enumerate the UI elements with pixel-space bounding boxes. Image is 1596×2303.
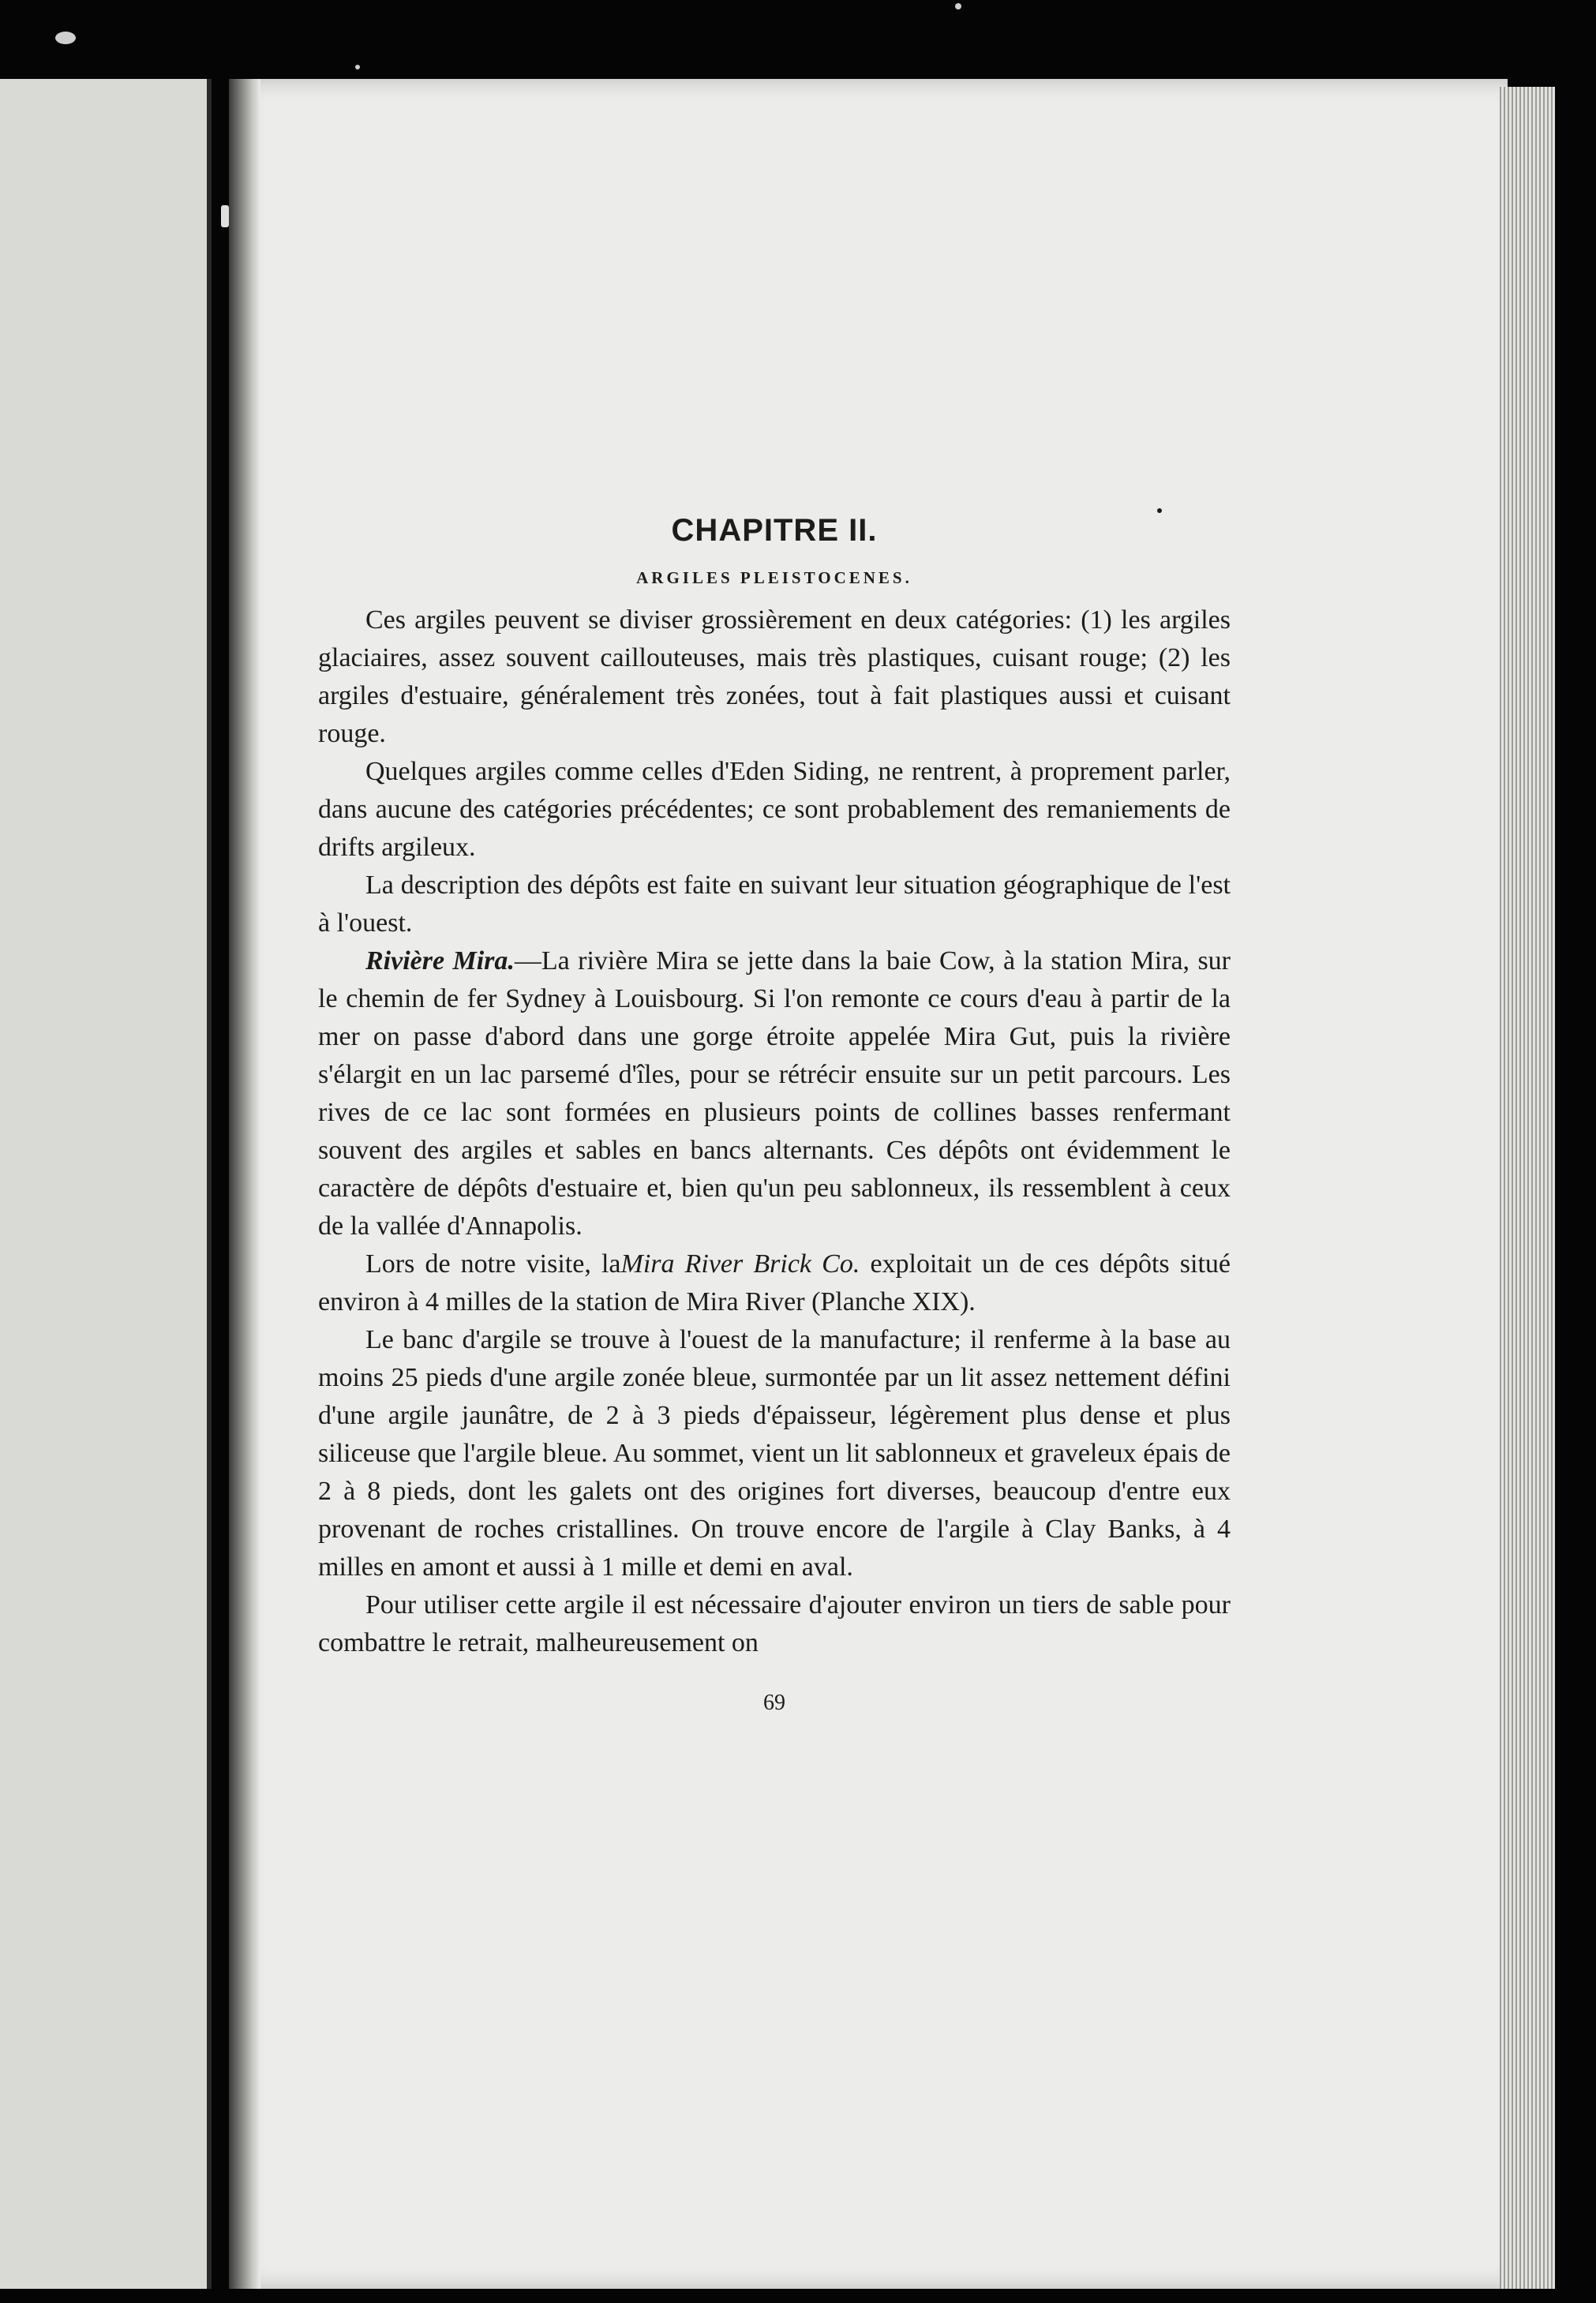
paragraph-2: Quelques argiles comme celles d'Eden Siding, ne rentrent, à proprement parler, dans aucune des catégories précédentes; ce sont probablement des remaniements de drifts argileux. xyxy=(318,757,1231,862)
scan-speck xyxy=(55,32,76,44)
paragraph-7: Pour utiliser cette argile il est nécessaire d'ajouter environ un tiers de sable pour combattre le retrait, malheureusement on xyxy=(318,1590,1231,1657)
paragraph-5 xyxy=(318,1245,1231,1321)
page-number: 69 xyxy=(763,1691,785,1715)
paragraph-5-company: Mira River Brick Co. xyxy=(620,1249,860,1279)
paragraph-3: La description des dépôts est faite en suivant leur situation géographique de l'est à l'ouest. xyxy=(318,871,1231,938)
paragraph-4-lead: Rivière Mira. xyxy=(365,946,515,975)
scan-speck xyxy=(1157,508,1162,513)
paragraph-6: Le banc d'argile se trouve à l'ouest de la manufacture; il renferme à la base au moins 25 pieds d'une argile zonée bleue, surmontée par un lit assez nettement défini d'une argile jaunâtre, de 2 à 3 pieds d'épaisseur, légèrement plus dense et plus siliceuse que l'argile bleue. Au sommet, vient un lit sablonneux et graveleux épais de 2 à 8 pieds, dont les galets ont des origines fort diverses, beaucoup d'entre eux provenant de roches cristallines. On trouve encore de l'argile à Clay Banks, à 4 milles en amont et aussi à 1 mille et demi en aval. xyxy=(318,1325,1231,1582)
page-gutter xyxy=(229,79,260,2289)
section-title: ARGILES PLEISTOCENES. xyxy=(636,568,912,587)
chapter-title: CHAPITRE II. xyxy=(671,513,878,548)
paragraph-5-body: exploitait un de ces dépôts situé environ à 4 milles de la station de Mira River (Planche XIX). xyxy=(318,1249,1231,1316)
scan-speck xyxy=(221,205,229,227)
facing-page xyxy=(0,79,212,2289)
page-text xyxy=(318,489,1231,1719)
scan-speck xyxy=(355,65,360,69)
paragraph-4-body: —La rivière Mira se jette dans la baie Cow, à la station Mira, sur le chemin de fer Sydney à Louisbourg. Si l'on remonte ce cours d'eau à partir de la mer on passe d'abord dans une gorge étroite appelée Mira Gut, puis la rivière s'élargit en un lac parsemé d'îles, pour se rétrécir ensuite sur un petit parcours. Les rives de ce lac sont formées en plusieurs points de collines basses renfermant souvent des argiles et sables en bancs alternants. Ces dépôts ont évidemment le caractère de dépôts d'estuaire et, bien qu'un peu sablonneux, ils ressemblent à ceux de la vallée d'Annapolis. xyxy=(318,946,1231,1241)
paragraph-1: Ces argiles peuvent se diviser grossièrement en deux catégories: (1) les argiles glaciaires, assez souvent caillouteuses, mais très plastiques, cuisant rouge; (2) les argiles d'estuaire, généralement très zonées, tout à fait plastiques aussi et cuisant rouge. xyxy=(318,605,1231,748)
page-edges xyxy=(1500,87,1555,2289)
paragraph-5-before: Lors de notre visite, la xyxy=(365,1249,621,1279)
paragraph-4 xyxy=(318,942,1231,1245)
scan-speck xyxy=(955,3,961,9)
